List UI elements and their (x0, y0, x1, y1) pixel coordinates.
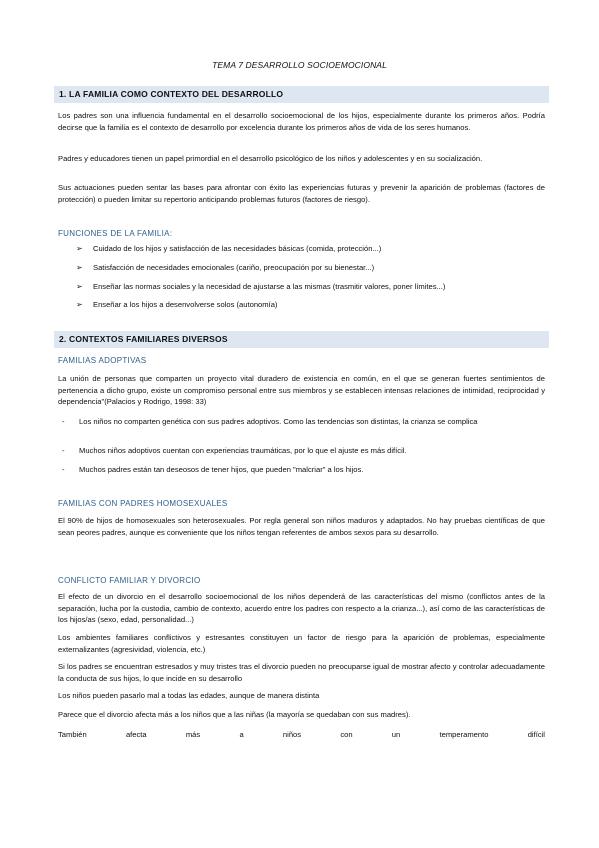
word: También (58, 730, 87, 739)
document-title: TEMA 7 DESARROLLO SOCIOEMOCIONAL (212, 60, 387, 70)
section-1-paragraph-3: Sus actuaciones pueden sentar las bases para afrontar con éxito las experiencias futuras y prevenir la aparición de problemas (factores de protección) o pueden limitar su repertorio anticipando problemas futuros (factores de riesgo). (58, 183, 545, 204)
dash-bullet: - (62, 446, 65, 455)
conflicto-paragraph-2: Los ambientes familiares conflictivos y estresantes constituyen un factor de riesgo para la aparición de problemas, especialmente externalizantes (agresividad, violencia, etc.) (58, 633, 545, 654)
word: temperamento (439, 730, 489, 739)
familias-homosexuales-paragraph: El 90% de hijos de homosexuales son heterosexuales. Por regla general son niños maduros y adaptados. No hay pruebas científicas de que sean peores padres, aunque es conveniente que los niños tengan referentes de ambos sexos para su desarrollo. (58, 516, 545, 537)
section-1-paragraph-1: Los padres son una influencia fundamental en el desarrollo socioemocional de los hijos, especialmente durante los primeros años. Podría decirse que la familia es el contexto de desarrollo por excelencia durante los primeros años de vida de los seres humanos. (58, 111, 545, 132)
word: a (239, 730, 244, 739)
conflicto-divorcio-heading: CONFLICTO FAMILIAR Y DIVORCIO (58, 576, 201, 585)
funciones-heading: FUNCIONES DE LA FAMILIA: (58, 229, 173, 238)
funciones-item-3: Enseñar las normas sociales y la necesidad de ajustarse a las mismas (trasmitir valores, poner límites...) (93, 282, 446, 291)
conflicto-paragraph-1: El efecto de un divorcio en el desarrollo socioemocional de los niños dependerá de las características del mismo (conflictos antes de la separación, lucha por la custodia, cambio de contexto, acuerdo entre los padres con respecto a la crianza...), así como de las características de los hijos/as (sexo, edad, personalidad...) (58, 592, 545, 624)
word: niños (282, 730, 302, 739)
funciones-item-2: Satisfacción de necesidades emocionales (cariño, preocupación por su bienestar...) (93, 263, 375, 272)
familias-adoptivas-paragraph: La unión de personas que comparten un proyecto vital duradero de existencia en común, en el que se generan fuertes sentimientos de pertenencia a dicho grupo, existe un compromiso personal entre sus miembros y se establecen intensas relaciones de intimidad, reciprocidad y dependencia"(Palacios y Rodrigo, 1998: 33) (58, 374, 545, 406)
word: más (185, 730, 201, 739)
conflicto-paragraph-4: Los niños pueden pasarlo mal a todas las edades, aunque de manera distinta (58, 691, 320, 700)
section-1-heading: 1. LA FAMILIA COMO CONTEXTO DEL DESARROLLO (54, 86, 549, 103)
conflicto-last-line (58, 730, 545, 739)
arrow-bullet-icon: ➢ (76, 300, 83, 309)
adoptivas-item-3: Muchos padres están tan deseosos de tener hijos, que pueden "malcriar" a los hijos. (79, 465, 364, 474)
conflicto-paragraph-5: Parece que el divorcio afecta más a los niños que a las niñas (la mayoría se quedaban con sus madres). (58, 710, 411, 719)
word: un (391, 730, 401, 739)
funciones-item-1: Cuidado de los hijos y satisfacción de las necesidades básicas (comida, protección...) (93, 244, 382, 253)
familias-homosexuales-heading: FAMILIAS CON PADRES HOMOSEXUALES (58, 499, 228, 508)
section-1-paragraph-2: Padres y educadores tienen un papel primordial en el desarrollo psicológico de los niños y adolescentes y en su socialización. (58, 154, 483, 163)
word: afecta (125, 730, 147, 739)
conflicto-paragraph-3: Si los padres se encuentran estresados y muy tristes tras el divorcio pueden no preocuparse igual de mostrar afecto y controlar adecuadamente la conducta de sus hijos, lo que incide en su desarrollo (58, 662, 545, 683)
word: difícil (527, 730, 545, 739)
arrow-bullet-icon: ➢ (76, 244, 83, 253)
adoptivas-item-2: Muchos niños adoptivos cuentan con experiencias traumáticas, por lo que el ajuste es más difícil. (79, 446, 407, 455)
adoptivas-item-1: Los niños no comparten genética con sus padres adoptivos. Como las tendencias son distintas, la crianza se complica (79, 417, 478, 426)
arrow-bullet-icon: ➢ (76, 263, 83, 272)
familias-adoptivas-heading: FAMILIAS ADOPTIVAS (58, 356, 147, 365)
dash-bullet: - (62, 417, 65, 426)
arrow-bullet-icon: ➢ (76, 282, 83, 291)
word: con (340, 730, 353, 739)
section-2-heading: 2. CONTEXTOS FAMILIARES DIVERSOS (54, 331, 549, 348)
dash-bullet: - (62, 465, 65, 474)
funciones-item-4: Enseñar a los hijos a desenvolverse solos (autonomía) (93, 300, 278, 309)
